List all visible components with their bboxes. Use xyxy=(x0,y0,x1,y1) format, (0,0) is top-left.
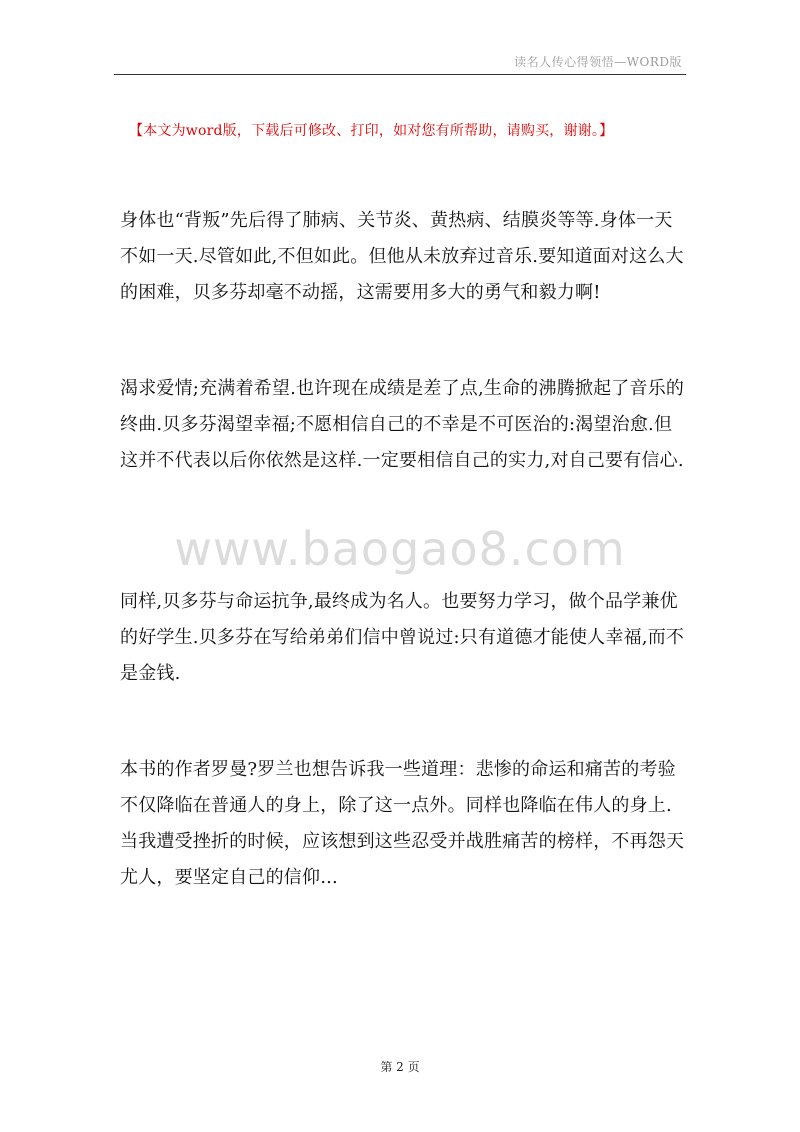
page-number: 第 2 页 xyxy=(380,1060,420,1074)
body-paragraph-4: 本书的作者罗曼?罗兰也想告诉我一些道理：悲惨的命运和痛苦的考验不仅降临在普通人的身上，除了这一点外。同样也降临在伟人的身上.当我遭受挫折的时候，应该想到这些忍受并战胜痛苦的榜样，不再怨天尤人，要坚定自己的信仰... xyxy=(120,759,685,888)
body-paragraph-1: 身体也“背叛”先后得了肺病、关节炎、黄热病、结膜炎等等.身体一天不如一天.尽管如此,不但如此。但他从未放弃过音乐.要知道面对这么大的困难，贝多芬却毫不动摇，这需要用多大的勇气和毅力啊! xyxy=(120,210,684,303)
download-notice: 【本文为word版，下载后可修改、打印，如对您有所帮助，请购买，谢谢。】 xyxy=(129,123,614,139)
watermark: www.baogao8.com xyxy=(174,522,626,576)
body-paragraph-3: 同样,贝多芬与命运抗争,最终成为名人。也要努力学习，做个品学兼优的好学生.贝多芬在写给弟弟们信中曾说过:只有道德才能使人幸福,而不是金钱. xyxy=(120,591,685,684)
header-divider xyxy=(114,74,686,75)
body-paragraph-2: 渴求爱情;充满着希望.也许现在成绩是差了点,生命的沸腾掀起了音乐的终曲.贝多芬渴望幸福;不愿相信自己的不幸是不可医治的:渴望治愈.但这并不代表以后你依然是这样.一定要相信自己的实力,对自己要有信心. xyxy=(120,378,685,471)
document-header-title: 读名人传心得领悟—WORD版 xyxy=(514,55,682,69)
